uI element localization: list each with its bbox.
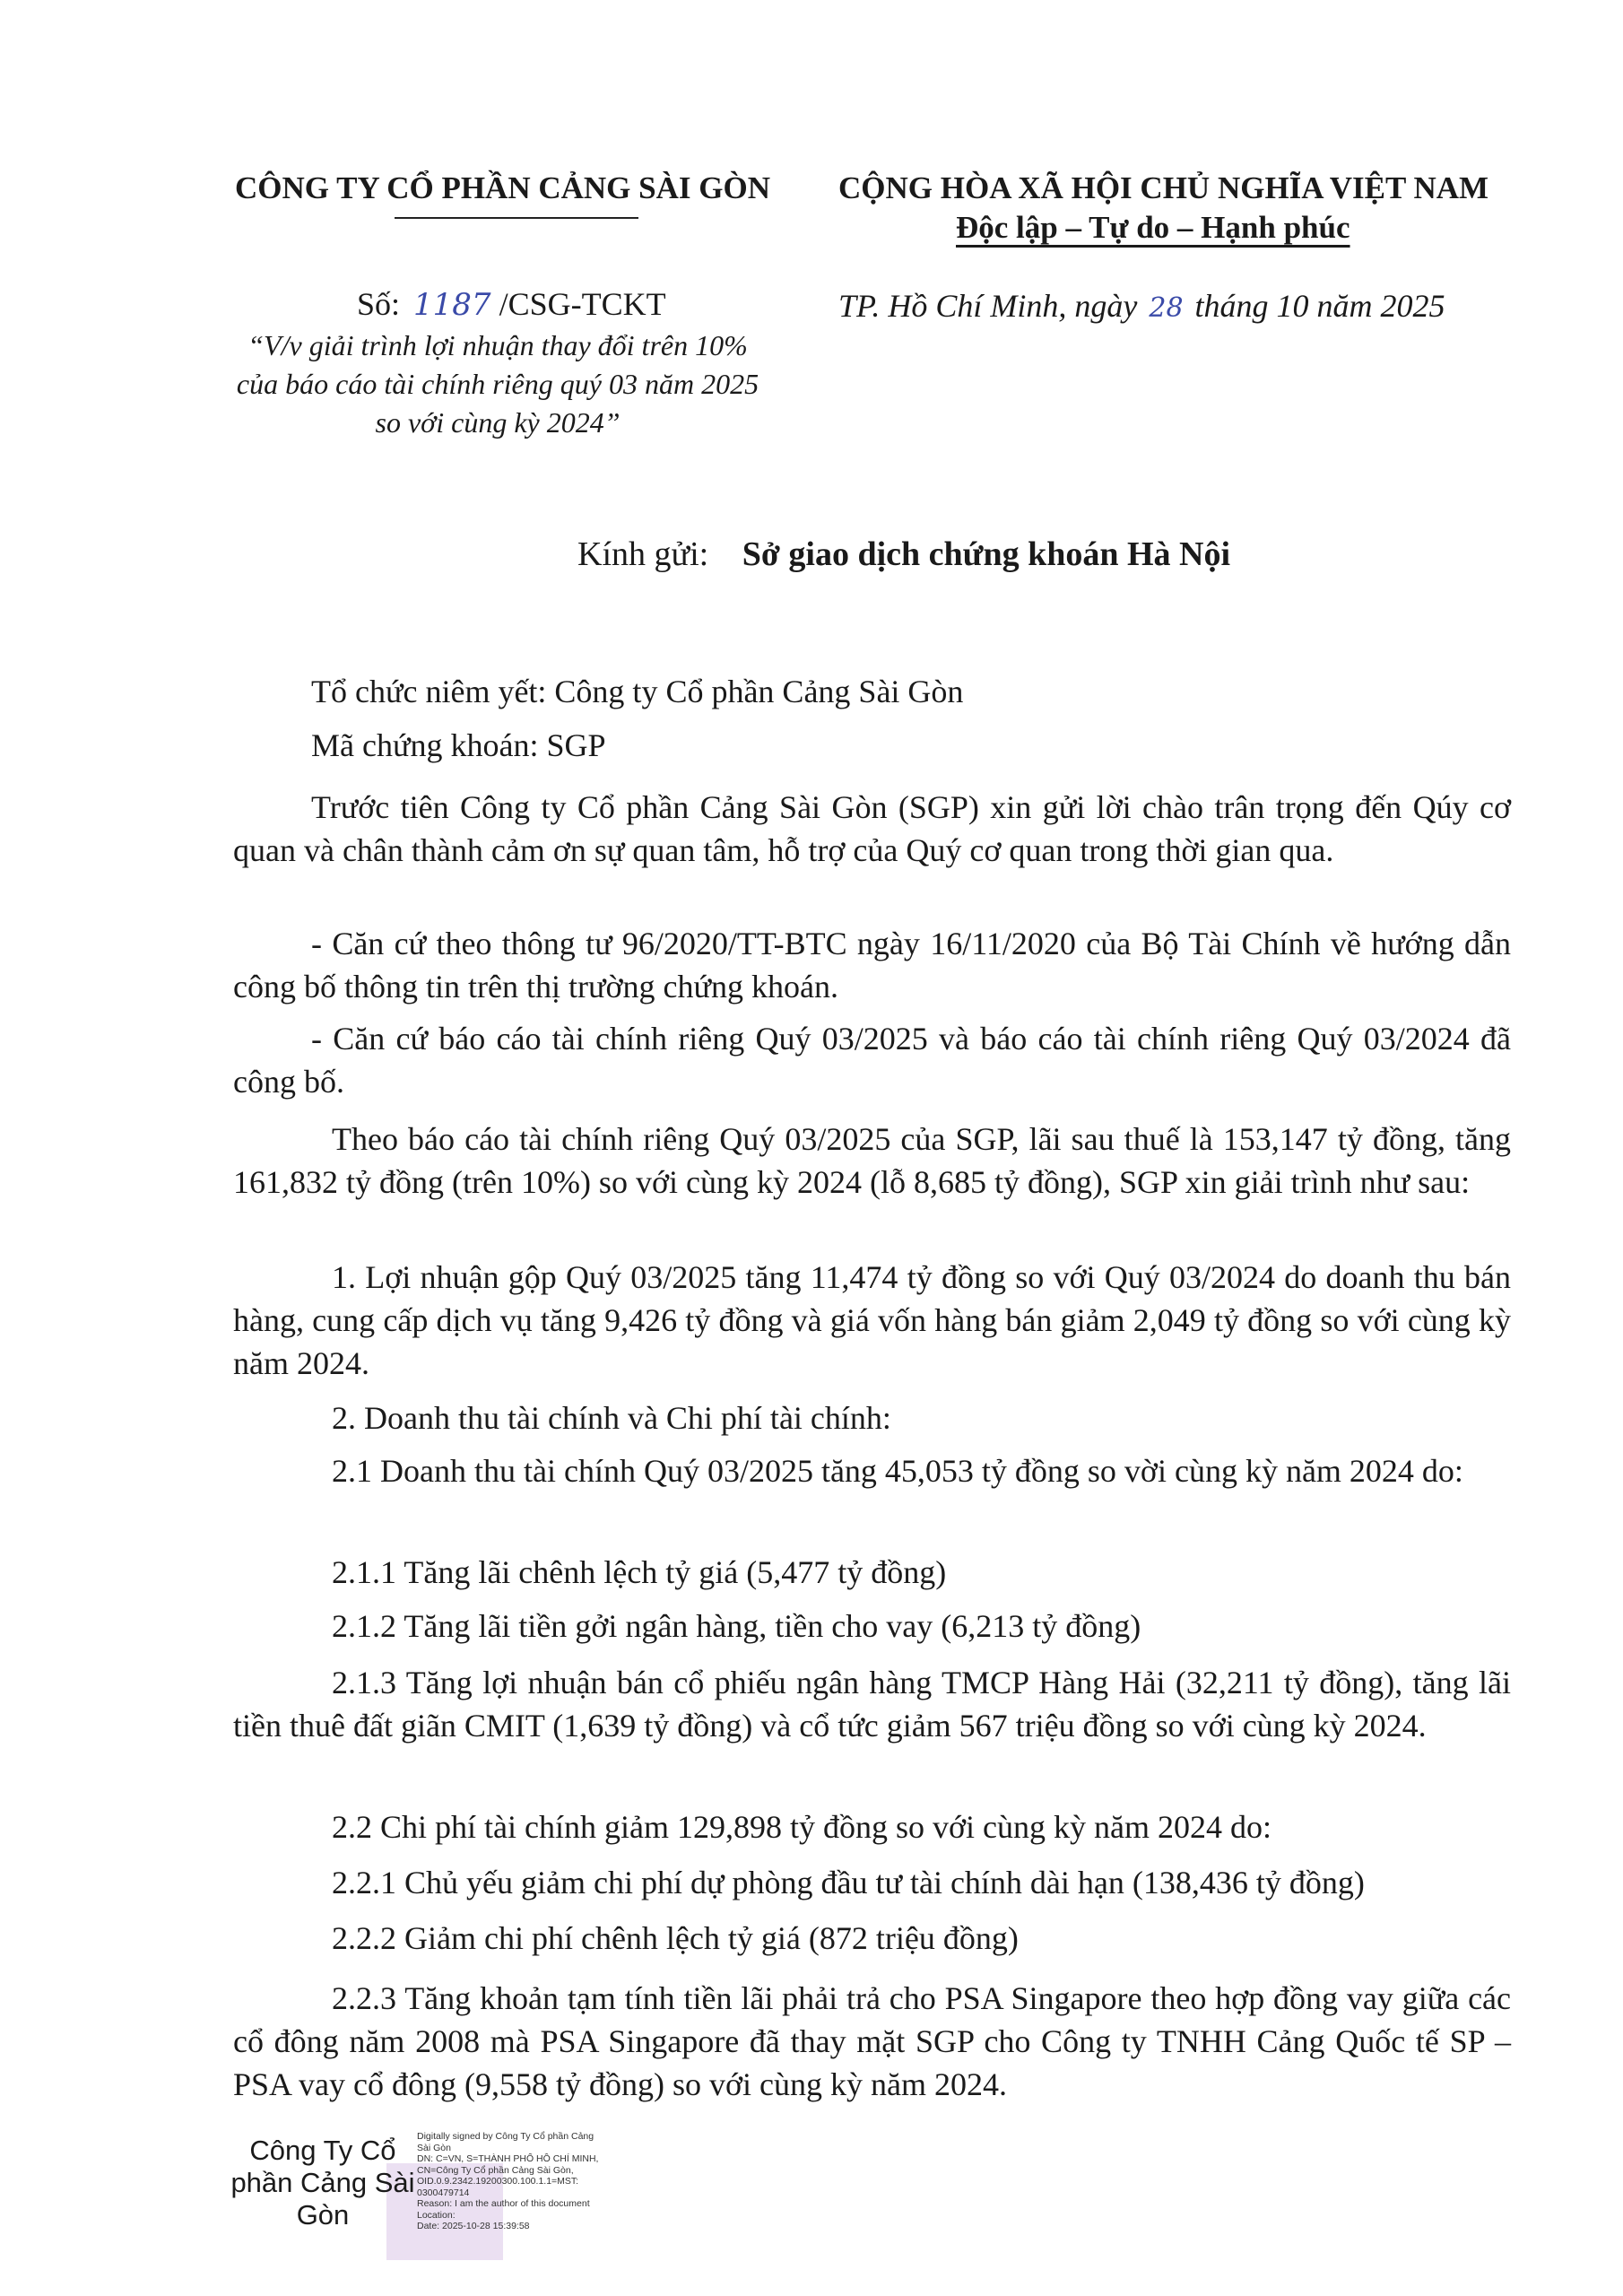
subject-line: của báo cáo tài chính riêng quý 03 năm 2025 — [236, 368, 759, 400]
recipient-label: Kính gửi: — [577, 535, 709, 573]
signature-detail-line: Sài Gòn — [417, 2142, 451, 2153]
subject-block — [152, 326, 843, 442]
date-handwritten-day: 28 — [1149, 292, 1184, 324]
signature-detail-line: Date: 2025-10-28 15:39:58 — [417, 2221, 530, 2231]
signature-detail-line: CN=Công Ty Cổ phần Cảng Sài Gòn, — [417, 2164, 574, 2176]
explanation-item-2-1-3: 2.1.3 Tăng lợi nhuận bán cổ phiếu ngân hàng TMCP Hàng Hải (32,211 tỷ đồng), tăng lãi tiền thuê đất giãn CMIT (1,639 tỷ đồng) và cổ tức giảm 567 triệu đồng so với cùng kỳ 2024. — [233, 1665, 1511, 1744]
signature-detail-line: Digitally signed by Công Ty Cổ phần Cảng — [417, 2131, 595, 2142]
date-suffix: tháng 10 năm 2025 — [1194, 288, 1445, 324]
summary-paragraph: Theo báo cáo tài chính riêng Quý 03/2025 của SGP, lãi sau thuế là 153,147 tỷ đồng, tăng 161,832 tỷ đồng (trên 10%) so với cùng kỳ 2024 (lỗ 8,685 tỷ đồng), SGP xin giải trình như sau: — [233, 1121, 1511, 1200]
digital-signature — [229, 2127, 641, 2262]
reference-handwritten-number: 1187 — [413, 287, 491, 323]
date-line — [838, 287, 1445, 325]
reference-label: Số: — [357, 286, 401, 322]
reference-number — [357, 285, 666, 323]
recipient-line — [577, 535, 1230, 574]
company-underline — [395, 217, 638, 219]
greeting-paragraph: Trước tiên Công ty Cổ phần Cảng Sài Gòn (SGP) xin gửi lời chào trân trọng đến Qúy cơ quan và chân thành cảm ơn sự quan tâm, hỗ trợ của Quý cơ quan trong thời gian qua. — [233, 789, 1511, 868]
explanation-item-1: 1. Lợi nhuận gộp Quý 03/2025 tăng 11,474 tỷ đồng so với Quý 03/2024 do doanh thu bán hàng, cung cấp dịch vụ tăng 9,426 tỷ đồng và giá vốn hàng bán giảm 2,049 tỷ đồng so với cùng kỳ năm 2024. — [233, 1259, 1511, 1381]
explanation-item-2-1-2: 2.1.2 Tăng lãi tiền gởi ngân hàng, tiền cho vay (6,213 tỷ đồng) — [332, 1608, 1141, 1644]
explanation-item-2-1: 2.1 Doanh thu tài chính Quý 03/2025 tăng 45,053 tỷ đồng so vời cùng kỳ năm 2024 do: — [332, 1453, 1463, 1489]
explanation-item-2: 2. Doanh thu tài chính và Chi phí tài chính: — [332, 1400, 891, 1436]
subject-line: so với cùng kỳ 2024” — [375, 406, 621, 439]
legal-basis-2: - Căn cứ báo cáo tài chính riêng Quý 03/2025 và báo cáo tài chính riêng Quý 03/2024 đã công bố. — [233, 1021, 1511, 1100]
signature-details — [417, 2131, 659, 2232]
explanation-item-2-2-3: 2.2.3 Tăng khoản tạm tính tiền lãi phải trả cho PSA Singapore theo hợp đồng vay giữa các cổ đông năm 2008 mà PSA Singapore đã thay mặt SGP cho Công ty TNHH Cảng Quốc tế SP – PSA vay cổ đông (9,558 tỷ đồng) so với cùng kỳ năm 2024. — [233, 1980, 1511, 2102]
signer-name: Công Ty Cổ phần Cảng Sài Gòn — [230, 2135, 415, 2231]
date-prefix: TP. Hồ Chí Minh, ngày — [838, 288, 1138, 324]
explanation-item-2-1-1: 2.1.1 Tăng lãi chênh lệch tỷ giá (5,477 tỷ đồng) — [332, 1554, 947, 1590]
explanation-item-2-2-2: 2.2.2 Giảm chi phí chênh lệch tỷ giá (872 triệu đồng) — [332, 1920, 1019, 1956]
explanation-item-2-2-1: 2.2.1 Chủ yếu giảm chi phí dự phòng đầu tư tài chính dài hạn (138,436 tỷ đồng) — [332, 1865, 1365, 1900]
recipient-name: Sở giao dịch chứng khoán Hà Nội — [742, 535, 1231, 573]
motto: Độc lập – Tự do – Hạnh phúc — [956, 210, 1350, 245]
signature-detail-line: Reason: I am the author of this document — [417, 2198, 590, 2209]
explanation-item-2-2: 2.2 Chi phí tài chính giảm 129,898 tỷ đồng so với cùng kỳ năm 2024 do: — [332, 1809, 1271, 1845]
signature-detail-line: Location: — [417, 2209, 456, 2221]
stock-ticker: Mã chứng khoán: SGP — [311, 727, 606, 763]
company-name: CÔNG TY CỔ PHẦN CẢNG SÀI GÒN — [235, 170, 770, 205]
subject-line: “V/v giải trình lợi nhuận thay đổi trên 10% — [247, 329, 748, 361]
listed-organization: Tổ chức niêm yết: Công ty Cổ phần Cảng Sài Gòn — [311, 674, 964, 709]
reference-code: /CSG-TCKT — [499, 286, 666, 322]
signature-detail-line: 0300479714 — [417, 2187, 470, 2198]
legal-basis-1: - Căn cứ theo thông tư 96/2020/TT-BTC ngày 16/11/2020 của Bộ Tài Chính về hướng dẫn công bố thông tin trên thị trường chứng khoán. — [233, 926, 1511, 1004]
signature-detail-line: DN: C=VN, S=THÀNH PHỐ HỒ CHÍ MINH, — [417, 2153, 599, 2164]
signature-detail-line: OID.0.9.2342.19200300.100.1.1=MST: — [417, 2176, 579, 2187]
nation-title: CỘNG HÒA XÃ HỘI CHỦ NGHĨA VIỆT NAM — [838, 170, 1489, 205]
